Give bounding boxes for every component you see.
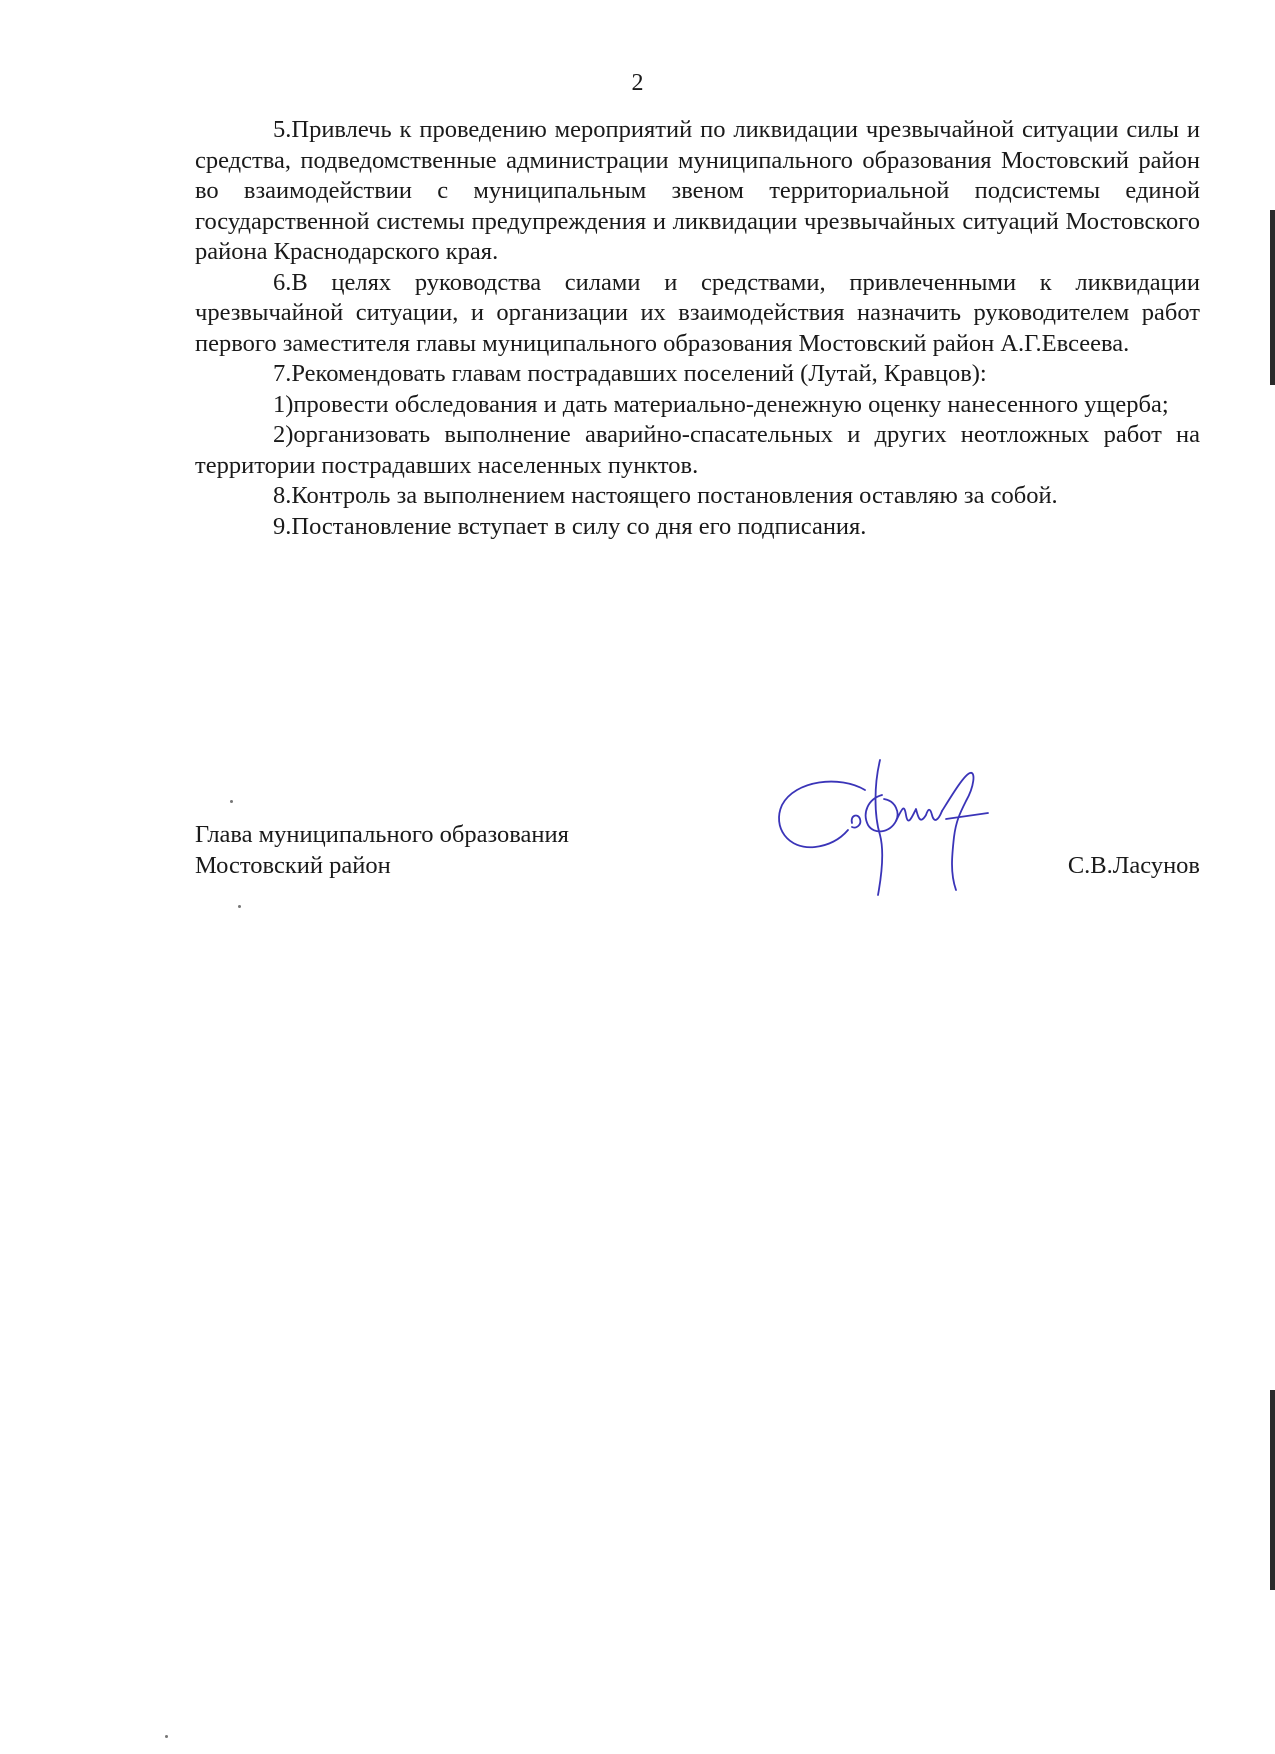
scan-speck: [165, 1735, 168, 1738]
paragraph-9: 9.Постановление вступает в силу со дня его подписания.: [273, 512, 867, 540]
scan-speck: [238, 905, 241, 908]
paragraph-6: 6.В целях руководства силами и средствами, привлеченными к ликвидации чрезвычайной ситуации, и организации их взаимодействия назначить руководителем работ первого заместителя главы муниципального образования Мостовский район А.Г.Евсеева.: [195, 268, 1200, 357]
handwritten-signature: [770, 755, 1010, 905]
scan-edge-mark-bottom: [1270, 1390, 1275, 1590]
document-body: [195, 115, 1200, 542]
paragraph-7: 7.Рекомендовать главам пострадавших поселений (Лутай, Кравцов):: [273, 360, 987, 387]
scan-edge-mark-top: [1270, 210, 1275, 385]
signature-block: [195, 820, 1200, 884]
paragraph-5: 5.Привлечь к проведению мероприятий по ликвидации чрезвычайной ситуации силы и средства, подведомственные администрации муниципального образования Мостовский район во взаимодействии с муниципальным звеном территориальной подсистемы единой государственной системы предупреждения и ликвидации чрезвычайных ситуаций Мостовского района Краснодарского края.: [195, 116, 1200, 265]
signer-position: [195, 820, 569, 881]
page-number: 2: [631, 70, 644, 96]
signer-position-line-1: Глава муниципального образования: [195, 821, 569, 848]
paragraph-8: 8.Контроль за выполнением настоящего постановления оставляю за собой.: [273, 482, 1058, 509]
scan-speck: [230, 800, 233, 803]
signature-strokes: [779, 760, 988, 895]
paragraph-7-item-1: 1)провести обследования и дать материально-денежную оценку нанесенного ущерба;: [273, 390, 1169, 418]
paragraph-7-item-2: 2)организовать выполнение аварийно-спасательных и других неотложных работ на территории пострадавших населенных пунктов.: [195, 421, 1200, 479]
signer-name: С.В.Ласунов: [1067, 851, 1200, 879]
signer-position-line-2: Мостовский район: [195, 851, 391, 879]
